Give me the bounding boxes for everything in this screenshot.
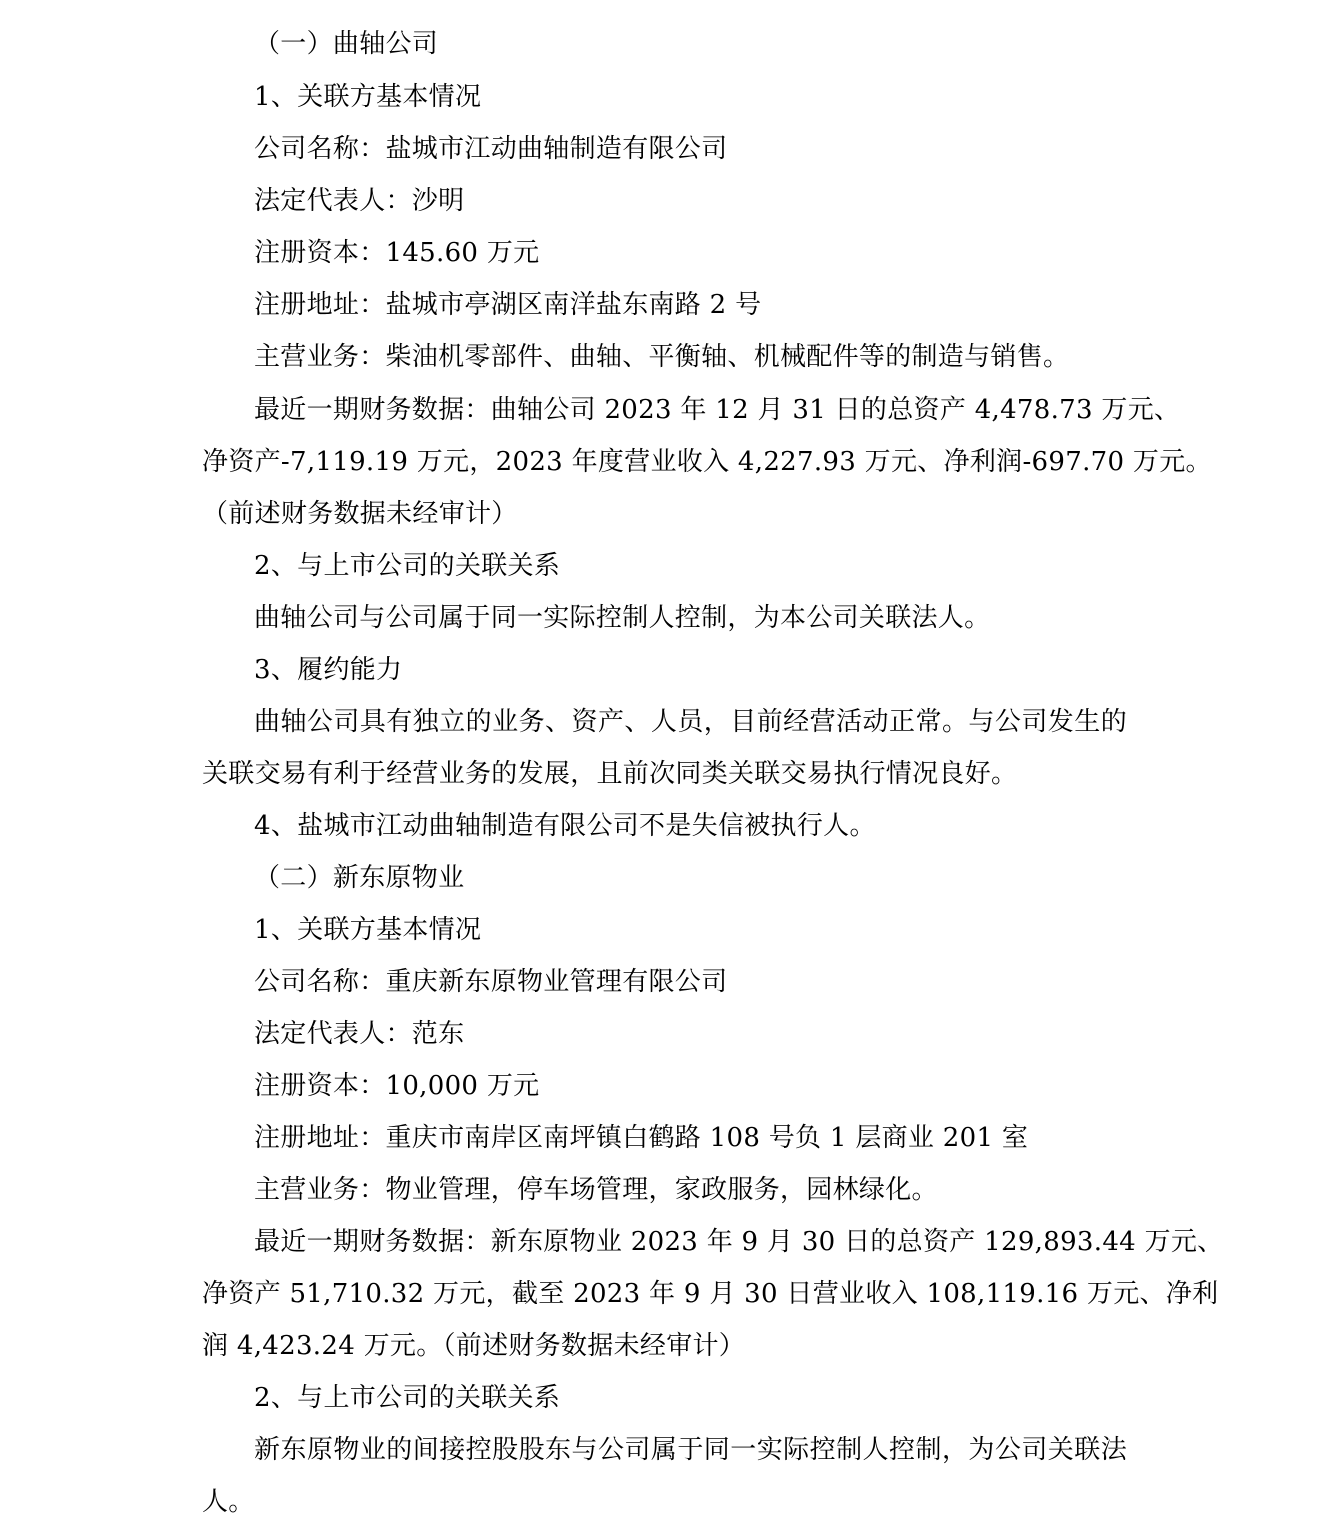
subheading-basic-info: 1、关联方基本情况 — [254, 82, 482, 112]
not-dishonest-statement: 4、盐城市江动曲轴制造有限公司不是失信被执行人。 — [254, 811, 876, 841]
subheading-relationship: 2、与上市公司的关联关系 — [254, 551, 561, 581]
registered-address-2: 注册地址：重庆市南岸区南坪镇白鹤路 108 号负 1 层商业 201 室 — [254, 1123, 1029, 1153]
registered-address: 注册地址：盐城市亭湖区南洋盐东南路 2 号 — [254, 290, 762, 320]
main-business-2: 主营业务：物业管理，停车场管理，家政服务，园林绿化。 — [254, 1175, 938, 1205]
financial-data-2-line-2: 净资产 51,710.32 万元，截至 2023 年 9 月 30 日营业收入 108,119.16 万元、净利 — [202, 1279, 1219, 1309]
subheading-performance: 3、履约能力 — [254, 655, 403, 685]
performance-text-line-2: 关联交易有利于经营业务的发展，且前次同类关联交易执行情况良好。 — [202, 759, 1018, 789]
financial-data-2-line-3: 润 4,423.24 万元。（前述财务数据未经审计） — [202, 1331, 746, 1361]
company-name: 公司名称：盐城市江动曲轴制造有限公司 — [254, 134, 728, 164]
registered-capital: 注册资本：145.60 万元 — [254, 238, 540, 268]
financial-data-line-1: 最近一期财务数据：曲轴公司 2023 年 12 月 31 日的总资产 4,478.73 万元、 — [254, 395, 1181, 425]
financial-data-line-3: （前述财务数据未经审计） — [202, 499, 518, 529]
relationship-text-2-line-2: 人。 — [202, 1487, 255, 1517]
legal-representative-2: 法定代表人：范东 — [254, 1019, 465, 1049]
section-heading-crankshaft: （一）曲轴公司 — [254, 29, 439, 59]
legal-representative: 法定代表人：沙明 — [254, 186, 465, 216]
section-heading-property: （二）新东原物业 — [254, 863, 465, 893]
company-name-2: 公司名称：重庆新东原物业管理有限公司 — [254, 967, 728, 997]
main-business: 主营业务：柴油机零部件、曲轴、平衡轴、机械配件等的制造与销售。 — [254, 342, 1070, 372]
relationship-text-2-line-1: 新东原物业的间接控股股东与公司属于同一实际控制人控制，为公司关联法 — [254, 1435, 1127, 1465]
performance-text-line-1: 曲轴公司具有独立的业务、资产、人员，目前经营活动正常。与公司发生的 — [254, 707, 1127, 737]
subheading-basic-info-2: 1、关联方基本情况 — [254, 915, 482, 945]
relationship-text: 曲轴公司与公司属于同一实际控制人控制，为本公司关联法人。 — [254, 603, 991, 633]
financial-data-2-line-1: 最近一期财务数据：新东原物业 2023 年 9 月 30 日的总资产 129,893.44 万元、 — [254, 1227, 1224, 1257]
subheading-relationship-2: 2、与上市公司的关联关系 — [254, 1383, 561, 1413]
financial-data-line-2: 净资产-7,119.19 万元，2023 年度营业收入 4,227.93 万元、净利润-697.70 万元。 — [202, 447, 1212, 477]
registered-capital-2: 注册资本：10,000 万元 — [254, 1071, 540, 1101]
